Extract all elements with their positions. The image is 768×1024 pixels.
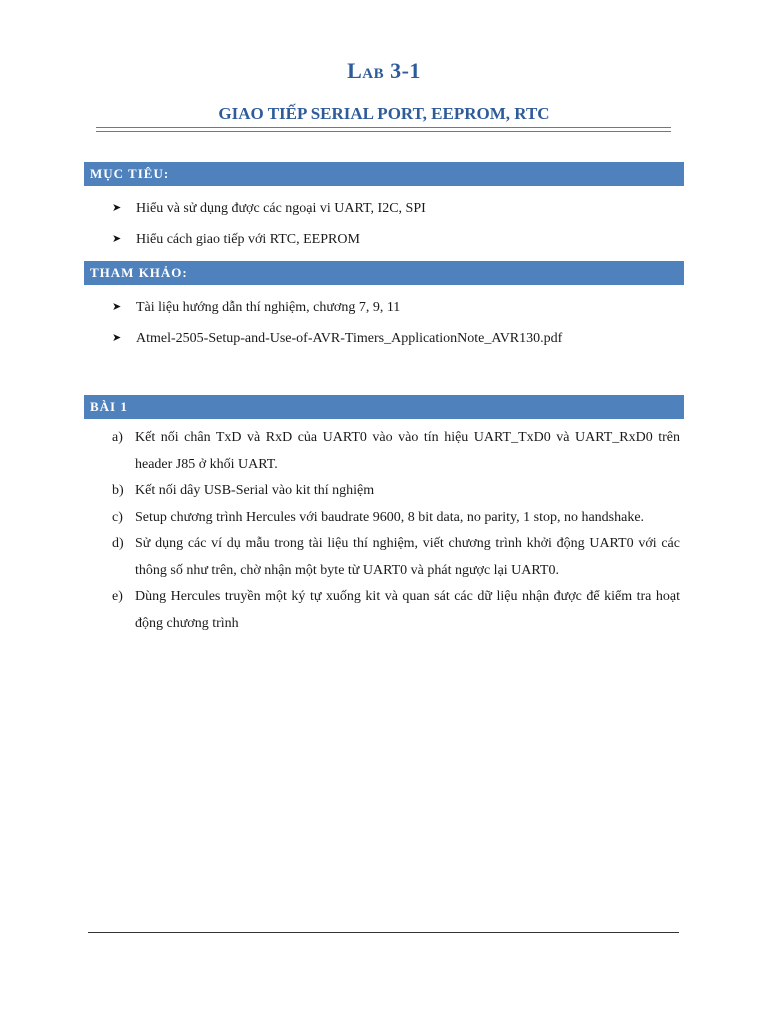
footer-divider <box>88 932 679 933</box>
step-item <box>112 478 680 505</box>
list-item-text: Hiểu và sử dụng được các ngoại vi UART, I2C, SPI <box>136 201 426 216</box>
step-marker: e) <box>112 589 123 604</box>
arrowhead-bullet-icon: ➤ <box>112 301 122 313</box>
objectives-list <box>112 193 682 255</box>
lab-title: Lab 3-1 <box>347 58 421 83</box>
step-marker: b) <box>112 483 124 498</box>
step-item <box>112 531 680 584</box>
section-heading-exercise-1: BÀI 1 <box>84 395 684 419</box>
arrowhead-bullet-icon: ➤ <box>112 202 122 214</box>
step-text: Dùng Hercules truyền một ký tự xuống kit và quan sát các dữ liệu nhận được để kiểm tra hoạt động chương trình <box>135 589 680 631</box>
step-item <box>112 505 680 532</box>
arrowhead-bullet-icon: ➤ <box>112 332 122 344</box>
section-heading-objectives: MỤC TIÊU: <box>84 162 684 186</box>
list-item-text: Atmel-2505-Setup-and-Use-of-AVR-Timers_ApplicationNote_AVR130.pdf <box>136 331 563 346</box>
step-item <box>112 584 680 637</box>
title-divider <box>96 127 671 132</box>
list-item <box>112 292 682 323</box>
step-marker: a) <box>112 430 123 445</box>
list-item-text: Tài liệu hướng dẫn thí nghiệm, chương 7, 9, 11 <box>136 300 401 315</box>
step-item <box>112 425 680 478</box>
list-item <box>112 193 682 224</box>
section-heading-references: THAM KHẢO: <box>84 261 684 285</box>
step-text: Setup chương trình Hercules với baudrate 9600, 8 bit data, no parity, 1 stop, no handshake. <box>135 509 645 525</box>
step-marker: d) <box>112 536 124 551</box>
step-marker: c) <box>112 509 123 525</box>
arrowhead-bullet-icon: ➤ <box>112 233 122 245</box>
list-item-text: Hiểu cách giao tiếp với RTC, EEPROM <box>136 232 360 247</box>
step-text: Sử dụng các ví dụ mẫu trong tài liệu thí nghiệm, viết chương trình khởi động UART0 với các thông số như trên, chờ nhận một byte từ UART0 và phát ngược lại UART0. <box>135 536 680 578</box>
references-list <box>112 292 682 354</box>
step-text: Kết nối dây USB-Serial vào kit thí nghiệm <box>135 483 375 498</box>
list-item <box>112 224 682 255</box>
exercise-1-steps <box>112 425 680 637</box>
lab-subtitle: GIAO TIẾP SERIAL PORT, EEPROM, RTC <box>218 104 550 123</box>
step-text: Kết nối chân TxD và RxD của UART0 vào vào tín hiệu UART_TxD0 và UART_RxD0 trên header J85 ở khối UART. <box>135 430 680 472</box>
list-item <box>112 323 682 354</box>
